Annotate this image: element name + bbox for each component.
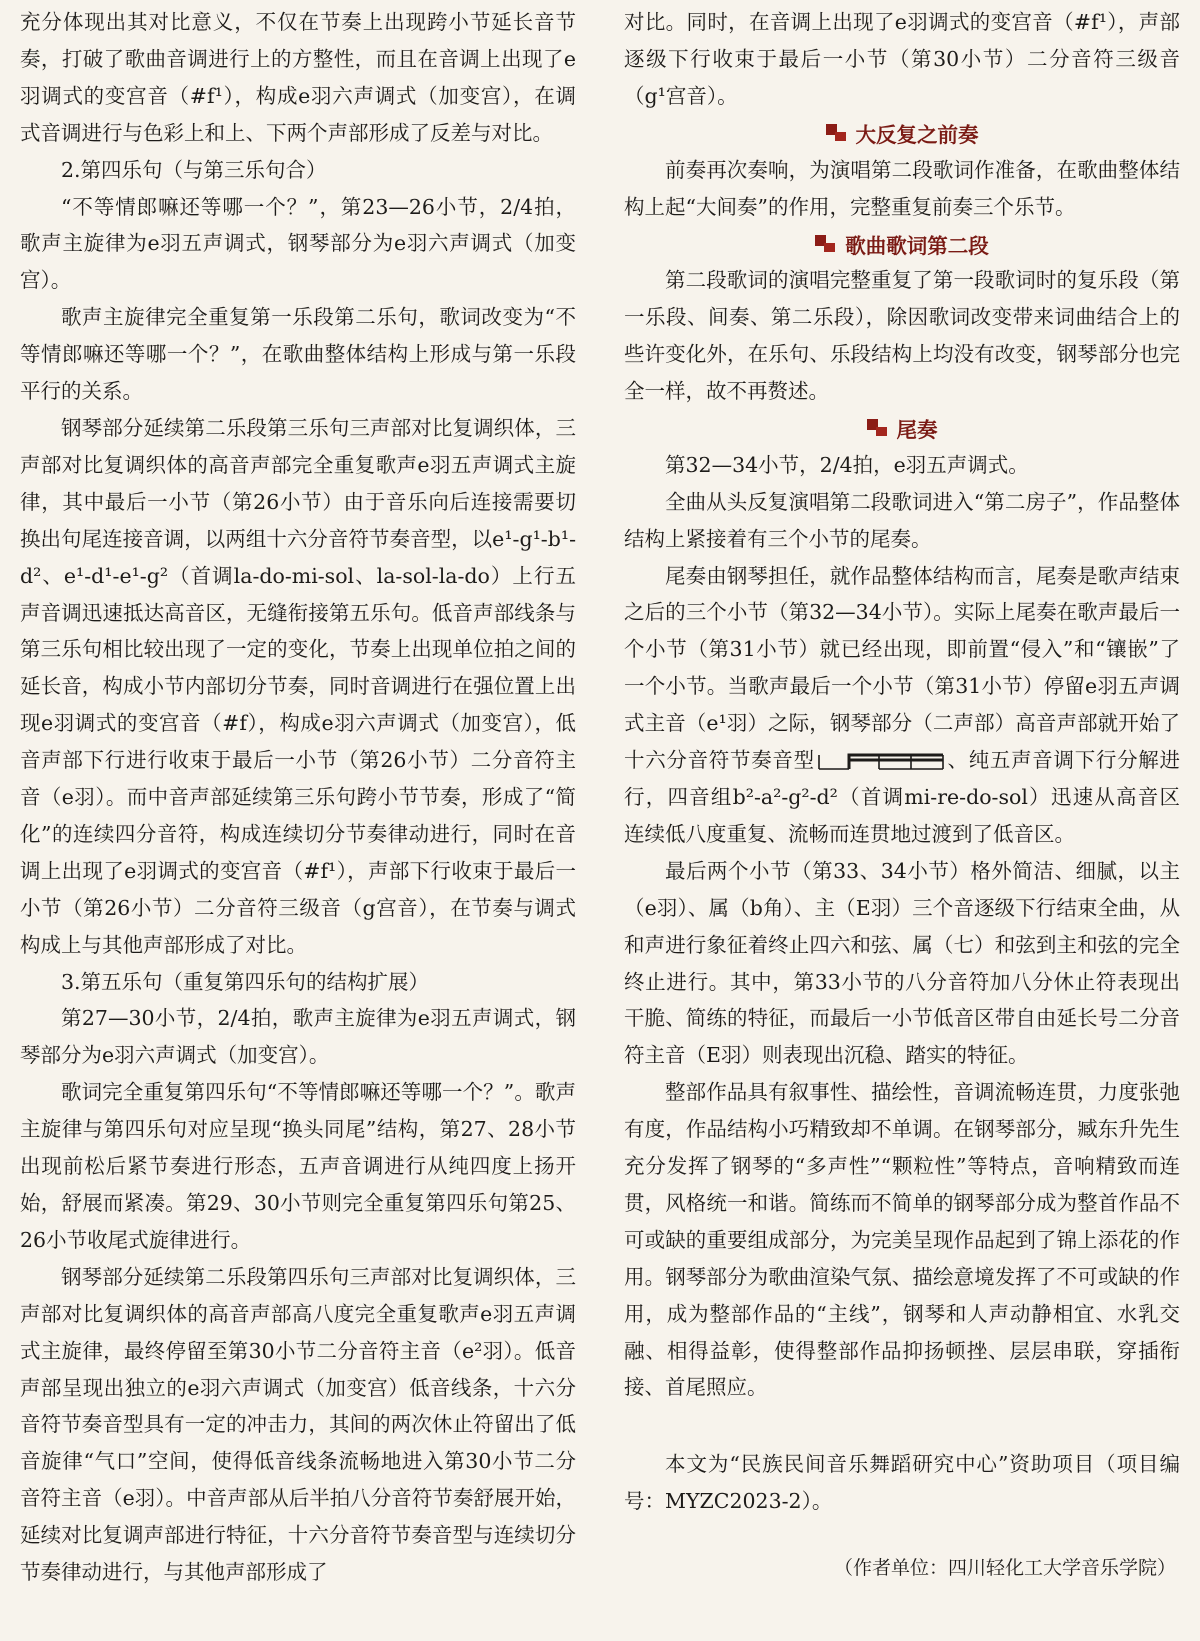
spacer: [624, 1406, 1180, 1446]
subsection-heading: 3.第五乐句（重复第四乐句的结构扩展）: [61, 969, 430, 994]
paragraph: 歌词完全重复第四乐句“不等情郎嘛还等哪一个？”。歌声主旋律与第四乐句对应呈现“换头同尾”结构，第27、28小节出现前松后紧节奏进行形态，五声音调进行从纯四度上扬开始，舒展而紧凑。第29、30小节则完全重复第四乐句第25、26小节收尾式旋律进行。: [20, 1080, 576, 1252]
paragraph: 钢琴部分延续第二乐段第四乐句三声部对比复调织体，三声部对比复调织体的高音声部高八度完全重复歌声e羽五声调式主旋律，最终停留至第30小节二分音符主音（e²羽）。低音声部呈现出独立的e羽六声调式（加变宫）低音线条，十六分音符节奏音型具有一定的冲击力，其间的两次休止符留出了低音旋律“气口”空间，使得低音线条流畅地进入第30小节二分音符主音（e羽）。中音声部从后半拍八分音符节奏舒展开始，延续对比复调声部进行特征，十六分音符节奏音型与连续切分节奏律动进行，与其他声部形成了: [20, 1264, 576, 1585]
paragraph: 整部作品具有叙事性、描绘性，音调流畅连贯，力度张弛有度，作品结构小巧精致却不单调。在钢琴部分，臧东升先生充分发挥了钢琴的“多声性”“颗粒性”等特点，音响精致而连贯，风格统一和谐。简练而不简单的钢琴部分成为整首作品不可或缺的重要组成部分，为完美呈现作品起到了锦上添花的作用。钢琴部分为歌曲渲染气氛、描绘意境发挥了不可或缺的作用，成为整部作品的“主线”，钢琴和人声动静相宜、水乳交融、相得益彰，使得整部作品抑扬顿挫、层层串联，穿插衔接、首尾照应。: [624, 1080, 1180, 1400]
left-column: [20, 0, 576, 1641]
sixteenth-note-rhythm-icon: [815, 749, 947, 771]
paragraph: 歌声主旋律完全重复第一乐段第二乐句，歌词改变为“不等情郎嘛还等哪一个？”，在歌曲整体结构上形成与第一乐段平行的关系。: [20, 305, 576, 404]
paragraph: 钢琴部分延续第二乐段第三乐句三声部对比复调织体，三声部对比复调织体的高音声部完全重复歌声e羽五声调式主旋律，其中最后一小节（第26小节）由于音乐向后连接需要切换出句尾连接音调，以两组十六分音符节奏音型，以e¹-g¹-b¹-d²、e¹-d¹-e¹-g²（首调la-do-mi-sol、la-sol-la-do）上行五声音调迅速抵达高音区，无缝衔接第五乐句。低音声部线条与第三乐句相比较出现了一定的变化，节奏上出现单位拍之间的延长音，构成小节内部切分节奏，同时音调进行在强位置上出现e羽调式的变宫音（#f），构成e羽六声调式（加变宫），低音声部下行进行收束于最后一小节（第26小节）二分音符主音（e羽）。而中音声部延续第三乐句跨小节节奏，形成了“简化”的连续四分音符，构成连续切分节奏律动进行，同时在音调上出现了e羽调式的变宫音（#f¹），声部下行收束于最后一小节（第26小节）二分音符三级音（g宫音），在节奏与调式构成上与其他声部形成了对比。: [20, 415, 576, 957]
section-heading-coda: [624, 410, 1180, 447]
author-affiliation: （作者单位：四川轻化工大学音乐学院）: [833, 1557, 1176, 1580]
paragraph: “不等情郎嘛还等哪一个？”，第23—26小节，2/4拍，歌声主旋律为e羽五声调式，钢琴部分为e羽六声调式（加变宫）。: [20, 194, 576, 293]
paragraph: 对比。同时，在音调上出现了e羽调式的变宫音（#f¹），声部逐级下行收束于最后一小节（第30小节）二分音符三级音（g¹宫音）。: [624, 10, 1180, 108]
paragraph: 第27—30小节，2/4拍，歌声主旋律为e羽五声调式，钢琴部分为e羽六声调式（加变宫）。: [20, 1006, 576, 1068]
subsection-heading: 2.第四乐句（与第三乐句合）: [61, 157, 327, 182]
section-heading-reprise: [624, 115, 1180, 152]
paragraph: 最后两个小节（第33、34小节）格外简洁、细腻，以主（e羽）、属（b角）、主（E羽）三个音逐级下行结束全曲，从和声进行象征着终止四六和弦、属（七）和弦到主和弦的完全终止进行。其中，第33小节的八分音符加八分休止符表现出干脆、简练的特征，而最后一小节低音区带自由延长号二分音符主音（E羽）则表现出沉稳、踏实的特征。: [624, 858, 1180, 1068]
paragraph: 前奏再次奏响，为演唱第二段歌词作准备，在歌曲整体结构上起“大间奏”的作用，完整重复前奏三个乐节。: [624, 157, 1180, 219]
paragraph: 充分体现出其对比意义，不仅在节奏上出现跨小节延长音节奏，打破了歌曲音调进行上的方整性，而且在音调上出现了e羽调式的变宫音（#f¹），构成e羽六声调式（加变宫），在调式音调进行与色彩上和上、下两个声部形成了反差与对比。: [20, 10, 576, 145]
square-marker-icon: [867, 419, 889, 437]
paragraph: 第二段歌词的演唱完整重复了第一段歌词时的复乐段（第一乐段、间奏、第二乐段），除因歌词改变带来词曲结合上的些许变化外，在乐句、乐段结构上均没有改变，钢琴部分也完全一样，故不再赘述。: [624, 268, 1180, 404]
section-heading-text: 尾奏: [896, 418, 938, 443]
square-marker-icon: [826, 124, 848, 142]
section-heading-text: 歌曲歌词第二段: [845, 233, 989, 258]
paragraph-text: 尾奏由钢琴担任，就作品整体结构而言，尾奏是歌声结束之后的三个小节（第32—34小节）。实际上尾奏在歌声最后一个小节（第31小节）就已经出现，即前置“侵入”和“镶嵌”了一个小节。当歌声最后一个小节（第31小节）停留e羽五声调式主音（e¹羽）之际，钢琴部分（二声部）高音声部就开始了十六分音符节奏音型: [624, 563, 1180, 773]
square-marker-icon: [815, 235, 837, 253]
funding-note: 本文为“民族民间音乐舞蹈研究中心”资助项目（项目编号：MYZC2023-2）。: [624, 1452, 1180, 1514]
paragraph: 第32—34小节，2/4拍，e羽五声调式。: [665, 452, 1029, 477]
section-heading-verse2: [624, 225, 1180, 262]
right-column: [624, 0, 1180, 1641]
paragraph: 全曲从头反复演唱第二段歌词进入“第二房子”，作品整体结构上紧接着有三个小节的尾奏。: [624, 489, 1180, 551]
paragraph: [624, 558, 1180, 853]
paragraph-text: 、纯五声音调下行分解进行，四音组b²-a²-g²-d²（首调mi-re-do-sol）迅速从高音区连续低八度重复、流畅而连贯地过渡到了低音区。: [624, 748, 1181, 846]
section-heading-text: 大反复之前奏: [855, 123, 979, 148]
